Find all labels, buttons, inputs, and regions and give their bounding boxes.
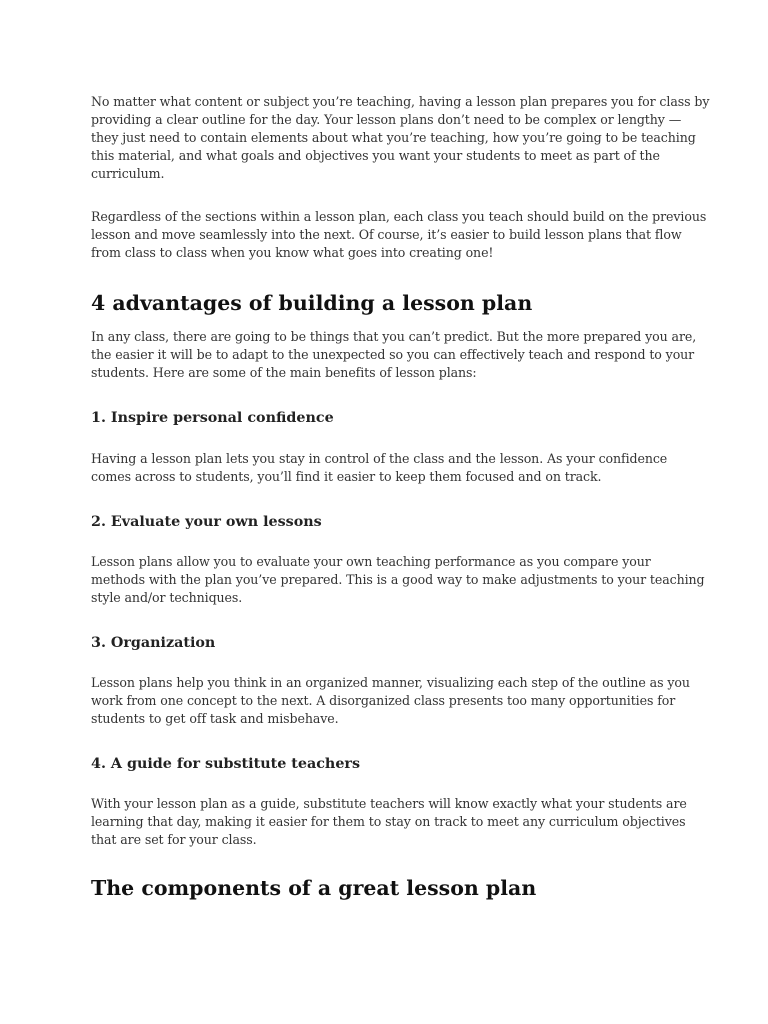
- text-line: With your lesson plan as a guide, substitute teachers will know exactly what your students are: [91, 796, 687, 811]
- text-line: No matter what content or subject you’re teaching, having a lesson plan prepares you for class by: [91, 94, 710, 109]
- section-heading-components: The components of a great lesson plan: [91, 876, 537, 900]
- text-line: work from one concept to the next. A disorganized class presents too many opportunities for: [91, 693, 676, 708]
- advantages-intro-paragraph: [91, 328, 697, 382]
- text-line: Lesson plans allow you to evaluate your own teaching performance as you compare your: [91, 554, 651, 569]
- text-line: Regardless of the sections within a lesson plan, each class you teach should build on the previous: [91, 209, 707, 224]
- text-line: the easier it will be to adapt to the unexpected so you can effectively teach and respond to your: [91, 347, 695, 362]
- text-line: In any class, there are going to be things that you can’t predict. But the more prepared you are,: [91, 329, 697, 344]
- intro-paragraph-2: [91, 208, 707, 262]
- intro-paragraph-1: [91, 93, 710, 183]
- paragraph-substitute: [91, 795, 691, 849]
- text-line: style and/or techniques.: [91, 590, 243, 605]
- text-line: learning that day, making it easier for them to stay on track to meet any curriculum objectives: [91, 814, 686, 829]
- subheading-substitute: 4. A guide for substitute teachers: [91, 756, 361, 772]
- text-line: comes across to students, you’ll find it easier to keep them focused and on track.: [91, 469, 602, 484]
- text-line: that are set for your class.: [91, 832, 257, 847]
- text-line: providing a clear outline for the day. Your lesson plans don’t need to be complex or lengthy —: [91, 112, 682, 127]
- section-heading-advantages: 4 advantages of building a lesson plan: [91, 291, 533, 315]
- paragraph-confidence: [91, 450, 691, 486]
- paragraph-evaluate: [91, 553, 705, 607]
- text-line: methods with the plan you’ve prepared. This is a good way to make adjustments to your teaching: [91, 572, 705, 587]
- subheading-organization: 3. Organization: [91, 635, 216, 651]
- text-line: from class to class when you know what goes into creating one!: [91, 245, 494, 260]
- text-line: Lesson plans help you think in an organized manner, visualizing each step of the outline as you: [91, 675, 690, 690]
- text-line: Having a lesson plan lets you stay in control of the class and the lesson. As your confidence: [91, 451, 668, 466]
- text-line: students to get off task and misbehave.: [91, 711, 339, 726]
- text-line: they just need to contain elements about what you’re teaching, how you’re going to be teaching: [91, 130, 696, 145]
- subheading-evaluate: 2. Evaluate your own lessons: [91, 514, 322, 530]
- text-line: this material, and what goals and objectives you want your students to meet as part of the: [91, 148, 660, 163]
- subheading-confidence: 1. Inspire personal confidence: [91, 410, 334, 426]
- text-line: students. Here are some of the main benefits of lesson plans:: [91, 365, 477, 380]
- text-line: lesson and move seamlessly into the next. Of course, it’s easier to build lesson plans that flow: [91, 227, 682, 242]
- text-line: curriculum.: [91, 166, 165, 181]
- paragraph-organization: [91, 674, 691, 728]
